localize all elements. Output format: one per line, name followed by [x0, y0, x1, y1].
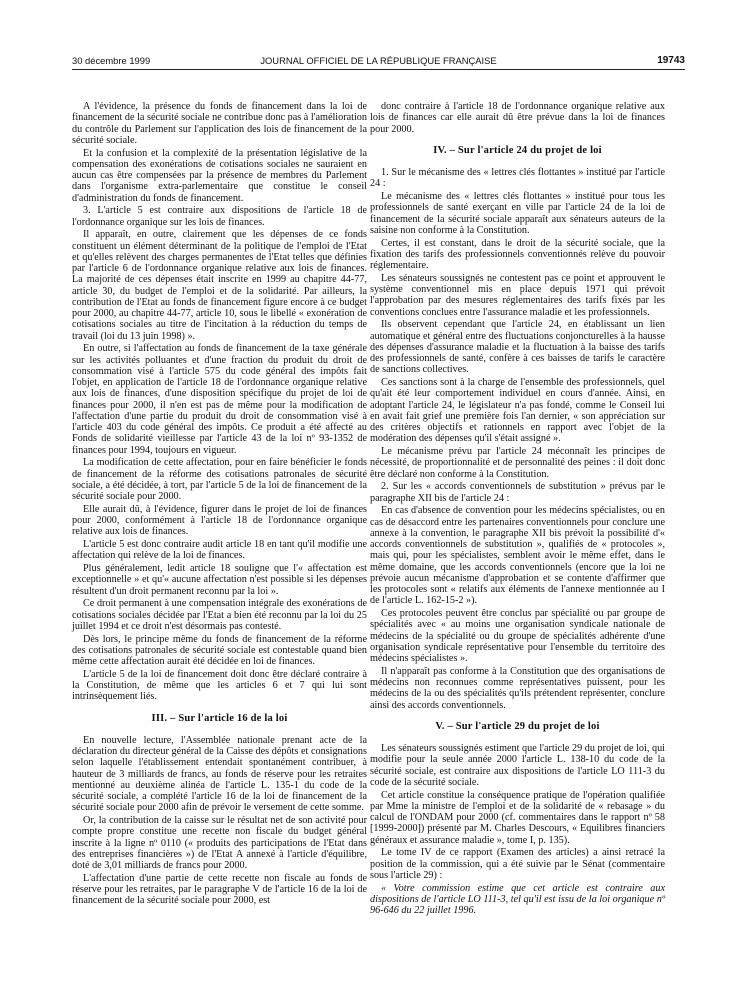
paragraph: Dès lors, le principe même du fonds de financement de la réforme des cotisations patronales de sécurité sociale est contestable quand bien même cette affectation aurait été décidée en loi de finances. [72, 633, 367, 667]
right-column [370, 101, 665, 916]
page-header [72, 55, 685, 69]
paragraph: Ces protocoles peuvent être conclus par spécialité ou par groupe de spécialités avec « au moins une organisation syndicale nationale de médecins de la spécialité ou du groupe de spécialités adhérente d'une organisation syndicale représentative pour l'ensemble du territoire des médecins spécialistes ». [370, 608, 665, 664]
header-page-number: 19743 [657, 55, 685, 66]
paragraph: L'article 5 de la loi de financement doit donc être déclaré contraire à la Constitution, de même que les articles 6 et 7 qui lui sont intrinsèquement liés. [72, 668, 367, 703]
header-rule [72, 69, 685, 70]
section-heading-article-24: IV. – Sur l'article 24 du projet de loi [433, 144, 602, 156]
paragraph: Il n'apparaît pas conforme à la Constitution que des organisations de médecins non reconnues comme représentatives puissent, pour les médecins de la ou des spécialités qu'ils prétendent représenter, conclure ainsi des accords conventionnels. [370, 665, 665, 711]
paragraph: Certes, il est constant, dans le droit de la sécurité sociale, que la fixation des tarifs des professionnels conventionnés relève du pouvoir réglementaire. [370, 237, 665, 271]
paragraph: Plus généralement, ledit article 18 souligne que l'« affectation est exceptionnelle » et qu'« aucune affectation n'est possible si les dépenses résultent d'un droit permanent reconnu par la loi ». [72, 563, 367, 597]
paragraph: A l'évidence, la présence du fonds de financement dans la loi de financement de la sécurité sociale ne contribue donc pas à l'amélioration du contrôle du Parlement sur l'application des lois de financement de la sécurité sociale. [72, 101, 367, 146]
paragraph: Ils observent cependant que l'article 24, en établissant un lien automatique et général entre des fluctuations conjoncturelles à la hausse des dépenses d'assurance maladie et la fluctuation à la baisse des tarifs des professionnels de santé, confère à ces baisses de tarifs le caractère de sanctions collectives. [370, 319, 665, 376]
section-heading-article-16: III. – Sur l'article 16 de la loi [151, 712, 288, 724]
paragraph: 3. L'article 5 est contraire aux dispositions de l'article 18 de l'ordonnance organique sur les lois de finances. [72, 205, 367, 228]
paragraph: Ces sanctions sont à la charge de l'ensemble des professionnels, quel qu'ait été leur comportement individuel en cours d'année. Ainsi, en adoptant l'article 24, le législateur n'a pas fondé, comme le Conseil lui en avait fait grief une première fois l'an dernier, « son appréciation sur des critères objectifs et rationnels en rapport avec l'objet de la modération des dépenses qu'il s'était assigné ». [370, 377, 665, 445]
paragraph: En outre, si l'affectation au fonds de financement de la taxe générale sur les activités polluantes et d'une fraction du produit du droit de consommation visé à l'article 575 du code général des impôts fait l'objet, en application de l'article 18 de l'ordonnance organique relative aux lois de finances, d'une disposition spécifique du projet de loi de finances pour 2000, il n'en est pas de même pour la modification de l'affectation d'une partie du produit du droit de consommation visé à l'article 403 du code général des impôts. Ce produit a été affecté au Fonds de solidarité vieillesse par l'article 43 de la loi nº 93-1352 de finances pour 1994, toujours en vigueur. [72, 343, 367, 456]
paragraph: L'article 5 est donc contraire audit article 18 en tant qu'il modifie une affectation qui relève de la loi de finances. [72, 539, 367, 562]
header-date: 30 décembre 1999 [72, 55, 151, 66]
paragraph: L'affectation d'une partie de cette recette non fiscale au fonds de réserve pour les retraites, par le paragraphe V de l'article 16 de la loi de financement de la sécurité sociale pour 2000, est [72, 872, 367, 907]
paragraph: Le mécanisme prévu par l'article 24 méconnaît les principes de nécessité, de proportionnalité et de personnalité des peines : il doit donc être déclaré non conforme à la Constitution. [370, 446, 665, 480]
left-column [72, 101, 367, 908]
section-heading-article-29: V. – Sur l'article 29 du projet de loi [435, 720, 600, 732]
paragraph: En nouvelle lecture, l'Assemblée nationale prenant acte de la déclaration du directeur général de la Caisse des dépôts et consignations selon laquelle l'établissement entendait spontanément contribuer, à hauteur de 3 milliards de francs, au fonds de réserve pour les retraites mentionné au deuxième alinéa de l'article L. 135-1 du code de la sécurité sociale, a complété l'article 16 de la loi de financement de la sécurité sociale pour 2000 afin de prévoir le versement de cette somme. [72, 734, 367, 814]
paragraph: Les sénateurs soussignés ne contestent pas ce point et approuvent le système conventionnel mis en place depuis 1971 qui prévoit l'approbation par des mesures réglementaires des tarifs fixés par les conventions conclues entre l'assurance maladie et les professionnels. [370, 272, 665, 318]
paragraph: Les sénateurs soussignés estiment que l'article 29 du projet de loi, qui modifie pour la seule année 2000 l'article L. 138-10 du code de la sécurité sociale, est contraire aux dispositions de l'article LO 111-3 du code de la sécurité sociale. [370, 743, 665, 788]
paragraph: 1. Sur le mécanisme des « lettres clés flottantes » institué par l'article 24 : [370, 167, 665, 190]
paragraph: Le mécanisme des « lettres clés flottantes » institué pour tous les professionnels de santé exerçant en ville par l'article 24 de la loi de financement de la sécurité sociale apparaît aux sénateurs auteurs de la saisine non conforme à la Constitution. [370, 191, 665, 236]
paragraph: donc contraire à l'article 18 de l'ordonnance organique relative aux lois de finances car elle aurait dû être prévue dans la loi de finances pour 2000. [370, 101, 665, 135]
paragraph: 2. Sur les « accords conventionnels de substitution » prévus par le paragraphe XII bis de l'article 24 : [370, 481, 665, 504]
paragraph: Or, la contribution de la caisse sur le résultat net de son activité pour compte propre constitue une recette non fiscale du budget général inscrite à la ligne nº 0110 (« produits des participations de l'Etat dans des entreprises financières ») de l'Etat A annexé à l'article d'équilibre, doté de 3,01 milliards de francs pour 2000. [72, 815, 367, 871]
paragraph: Ce droit permanent à une compensation intégrale des exonérations de cotisations sociales décidée par l'Etat a bien été reconnu par la loi du 25 juillet 1994 et ce droit n'est désormais pas contesté. [72, 598, 367, 632]
header-journal-title: JOURNAL OFFICIEL DE LA RÉPUBLIQUE FRANÇAISE [260, 55, 497, 66]
paragraph: Il apparaît, en outre, clairement que les dépenses de ce fonds constituent un élément déterminant de la politique de l'emploi de l'Etat et qu'elles relèvent des charges permanentes de l'Etat telles que définies par l'article 6 de l'ordonnance organique relative aux lois de finances. La majorité de ces dépenses était inscrite en 1999 au chapitre 44-77, article 30, du budget de l'emploi et de la solidarité. Par ailleurs, la contribution de l'Etat au fonds de financement figure encore à ce budget pour 2000, au chapitre 44-77, article 10, sous le libellé « exonération de cotisations sociales au titre de l'incitation à la réduction du temps de travail (loi du 13 juin 1998) ». [72, 229, 367, 342]
paragraph: La modification de cette affectation, pour en faire bénéficier le fonds de financement de la réforme des cotisations patronales de sécurité sociale, a été décidée, à tort, par l'article 5 de la loi de financement de la sécurité sociale pour 2000. [72, 457, 367, 502]
paragraph: Et la confusion et la complexité de la présentation législative de la compensation des exonérations de cotisations sociales ne sauraient en aucun cas être compensées par la présence de membres du Parlement dans l'organisme extra-parlementaire que constitue le conseil d'administration du fonds de financement. [72, 147, 367, 204]
paragraph: Le tome IV de ce rapport (Examen des articles) a ainsi retracé la position de la commission, qui a été suivie par le Sénat (commentaire sous l'article 29) : [370, 847, 665, 881]
paragraph: Cet article constitue la conséquence pratique de l'opération qualifiée par Mme la ministre de l'emploi et de la solidarité de « rebasage » du calcul de l'ONDAM pour 2000 (cf. commentaires dans le rapport nº 58 [1999-2000]) présenté par M. Charles Descours, « Equilibres financiers généraux et assurance maladie », tome I, p. 135). [370, 789, 665, 846]
quotation: « Votre commission estime que cet article est contraire aux dispositions de l'article LO 111-3, tel qu'il est issu de la loi organique nº 96-646 du 22 juillet 1996. [370, 882, 665, 916]
paragraph: En cas d'absence de convention pour les médecins spécialistes, ou en cas de désaccord entre les partenaires conventionnels pour conclure une annexe à la convention, le paragraphe XII bis prévoit la possibilité d'« accords conventionnels de substitution », qualifiés de « protocoles », mais qui, pour les spécialistes, semblent avoir le même effet, dans le même domaine, que les accords conventionnels (encore que la loi ne prévoie aucun mécanisme d'approbation et se contente d'affirmer que les protocoles sont « relatifs aux éléments de l'annexe mentionnée au I de l'article L. 162-15-2 »). [370, 505, 665, 607]
paragraph: Elle aurait dû, à l'évidence, figurer dans le projet de loi de finances pour 2000, conformément à l'article 18 de l'ordonnance organique relative aux lois de finances. [72, 503, 367, 538]
